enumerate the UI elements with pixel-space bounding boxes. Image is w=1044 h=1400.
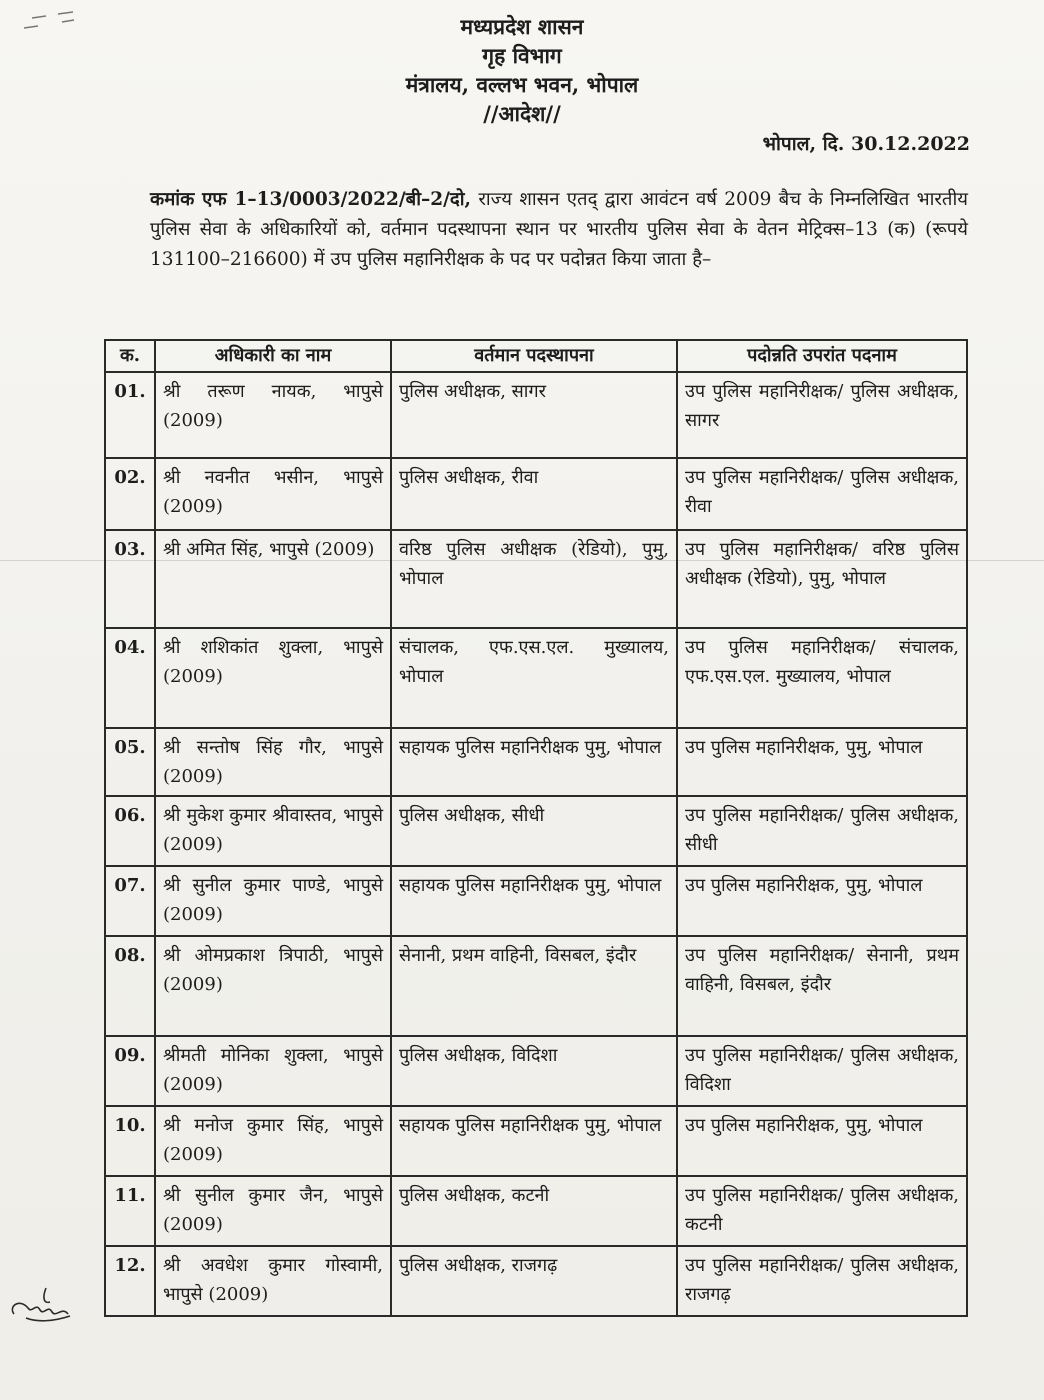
officer-name: श्री अमित सिंह, भापुसे (2009): [155, 530, 391, 628]
officer-name: श्रीमती मोनिका शुक्ला, भापुसे (2009): [155, 1036, 391, 1106]
officer-name: श्री सन्तोष सिंह गौर, भापुसे (2009): [155, 728, 391, 796]
promotion-table: [104, 339, 968, 1317]
header-officer-name: अधिकारी का नाम: [155, 340, 391, 372]
current-posting: सहायक पुलिस महानिरीक्षक पुमु, भोपाल: [391, 1106, 677, 1176]
header-serial: क.: [105, 340, 155, 372]
serial-number: 06.: [105, 796, 155, 866]
promoted-designation: उप पुलिस महानिरीक्षक/ संचालक, एफ.एस.एल. मुख्यालय, भोपाल: [677, 628, 967, 728]
table-row: [105, 796, 967, 866]
promoted-designation: उप पुलिस महानिरीक्षक/ पुलिस अधीक्षक, सागर: [677, 372, 967, 458]
current-posting: सेनानी, प्रथम वाहिनी, विसबल, इंदौर: [391, 936, 677, 1036]
table-row: [105, 1036, 967, 1106]
serial-number: 05.: [105, 728, 155, 796]
officer-name: श्री तरूण नायक, भापुसे (2009): [155, 372, 391, 458]
officer-name: श्री शशिकांत शुक्ला, भापुसे (2009): [155, 628, 391, 728]
promoted-designation: उप पुलिस महानिरीक्षक/ वरिष्ठ पुलिस अधीक्षक (रेडियो), पुमु, भोपाल: [677, 530, 967, 628]
serial-number: 07.: [105, 866, 155, 936]
officer-name: श्री नवनीत भसीन, भापुसे (2009): [155, 458, 391, 530]
office-address: मंत्रालय, वल्लभ भवन, भोपाल: [405, 72, 639, 97]
current-posting: पुलिस अधीक्षक, राजगढ़: [391, 1246, 677, 1316]
serial-number: 03.: [105, 530, 155, 628]
header-current-posting: वर्तमान पदस्थापना: [391, 340, 677, 372]
serial-number: 12.: [105, 1246, 155, 1316]
current-posting: सहायक पुलिस महानिरीक्षक पुमु, भोपाल: [391, 866, 677, 936]
current-posting: पुलिस अधीक्षक, कटनी: [391, 1176, 677, 1246]
serial-number: 10.: [105, 1106, 155, 1176]
promoted-designation: उप पुलिस महानिरीक्षक, पुमु, भोपाल: [677, 1106, 967, 1176]
letterhead: [0, 12, 1044, 128]
table-row: [105, 1176, 967, 1246]
table-row: [105, 866, 967, 936]
table-row: [105, 1246, 967, 1316]
table-row: [105, 1106, 967, 1176]
department-name: गृह विभाग: [482, 43, 562, 68]
initials-signature-icon: [6, 1284, 78, 1328]
table-row: [105, 628, 967, 728]
officer-name: श्री ओमप्रकाश त्रिपाठी, भापुसे (2009): [155, 936, 391, 1036]
order-heading: //आदेश//: [483, 101, 561, 126]
promoted-designation: उप पुलिस महानिरीक्षक/ पुलिस अधीक्षक, रीवा: [677, 458, 967, 530]
table-header-row: [105, 340, 967, 372]
government-name: मध्यप्रदेश शासन: [460, 14, 584, 39]
table-row: [105, 936, 967, 1036]
table-body: [105, 372, 967, 1316]
current-posting: सहायक पुलिस महानिरीक्षक पुमु, भोपाल: [391, 728, 677, 796]
serial-number: 09.: [105, 1036, 155, 1106]
promoted-designation: उप पुलिस महानिरीक्षक, पुमु, भोपाल: [677, 728, 967, 796]
promoted-designation: उप पुलिस महानिरीक्षक/ पुलिस अधीक्षक, कटनी: [677, 1176, 967, 1246]
table-row: [105, 728, 967, 796]
header-post-promotion-designation: पदोन्नति उपरांत पदनाम: [677, 340, 967, 372]
promoted-designation: उप पुलिस महानिरीक्षक/ पुलिस अधीक्षक, विदिशा: [677, 1036, 967, 1106]
order-paragraph: [150, 185, 968, 275]
promoted-designation: उप पुलिस महानिरीक्षक/ पुलिस अधीक्षक, राजगढ़: [677, 1246, 967, 1316]
serial-number: 04.: [105, 628, 155, 728]
serial-number: 02.: [105, 458, 155, 530]
table-row: [105, 530, 967, 628]
promoted-designation: उप पुलिस महानिरीक्षक, पुमु, भोपाल: [677, 866, 967, 936]
officer-name: श्री मनोज कुमार सिंह, भापुसे (2009): [155, 1106, 391, 1176]
current-posting: पुलिस अधीक्षक, सीधी: [391, 796, 677, 866]
officer-name: श्री सुनील कुमार जैन, भापुसे (2009): [155, 1176, 391, 1246]
current-posting: संचालक, एफ.एस.एल. मुख्यालय, भोपाल: [391, 628, 677, 728]
table-row: [105, 372, 967, 458]
serial-number: 08.: [105, 936, 155, 1036]
serial-number: 01.: [105, 372, 155, 458]
serial-number: 11.: [105, 1176, 155, 1246]
place-date: भोपाल, दि. 30.12.2022: [762, 133, 970, 155]
officer-name: श्री अवधेश कुमार गोस्वामी, भापुसे (2009): [155, 1246, 391, 1316]
order-body-text: राज्य शासन एतद् द्वारा आवंटन वर्ष 2009 बैच के निम्नलिखित भारतीय पुलिस सेवा के अधिकारियों को, वर्तमान पदस्थापना स्थान पर भारतीय पुलिस सेवा के वेतन मेट्रिक्स–13 (क) (रूपये 131100–216600) में उप पुलिस महानिरीक्षक के पद पर पदोन्नत किया जाता है–: [150, 189, 968, 270]
promoted-designation: उप पुलिस महानिरीक्षक/ सेनानी, प्रथम वाहिनी, विसबल, इंदौर: [677, 936, 967, 1036]
table-row: [105, 458, 967, 530]
current-posting: पुलिस अधीक्षक, विदिशा: [391, 1036, 677, 1106]
current-posting: वरिष्ठ पुलिस अधीक्षक (रेडियो), पुमु, भोपाल: [391, 530, 677, 628]
current-posting: पुलिस अधीक्षक, रीवा: [391, 458, 677, 530]
order-reference-number: कमांक एफ 1–13/0003/2022/बी–2/दो,: [150, 189, 471, 210]
promoted-designation: उप पुलिस महानिरीक्षक/ पुलिस अधीक्षक, सीधी: [677, 796, 967, 866]
current-posting: पुलिस अधीक्षक, सागर: [391, 372, 677, 458]
officer-name: श्री मुकेश कुमार श्रीवास्तव, भापुसे (2009): [155, 796, 391, 866]
officer-name: श्री सुनील कुमार पाण्डे, भापुसे (2009): [155, 866, 391, 936]
